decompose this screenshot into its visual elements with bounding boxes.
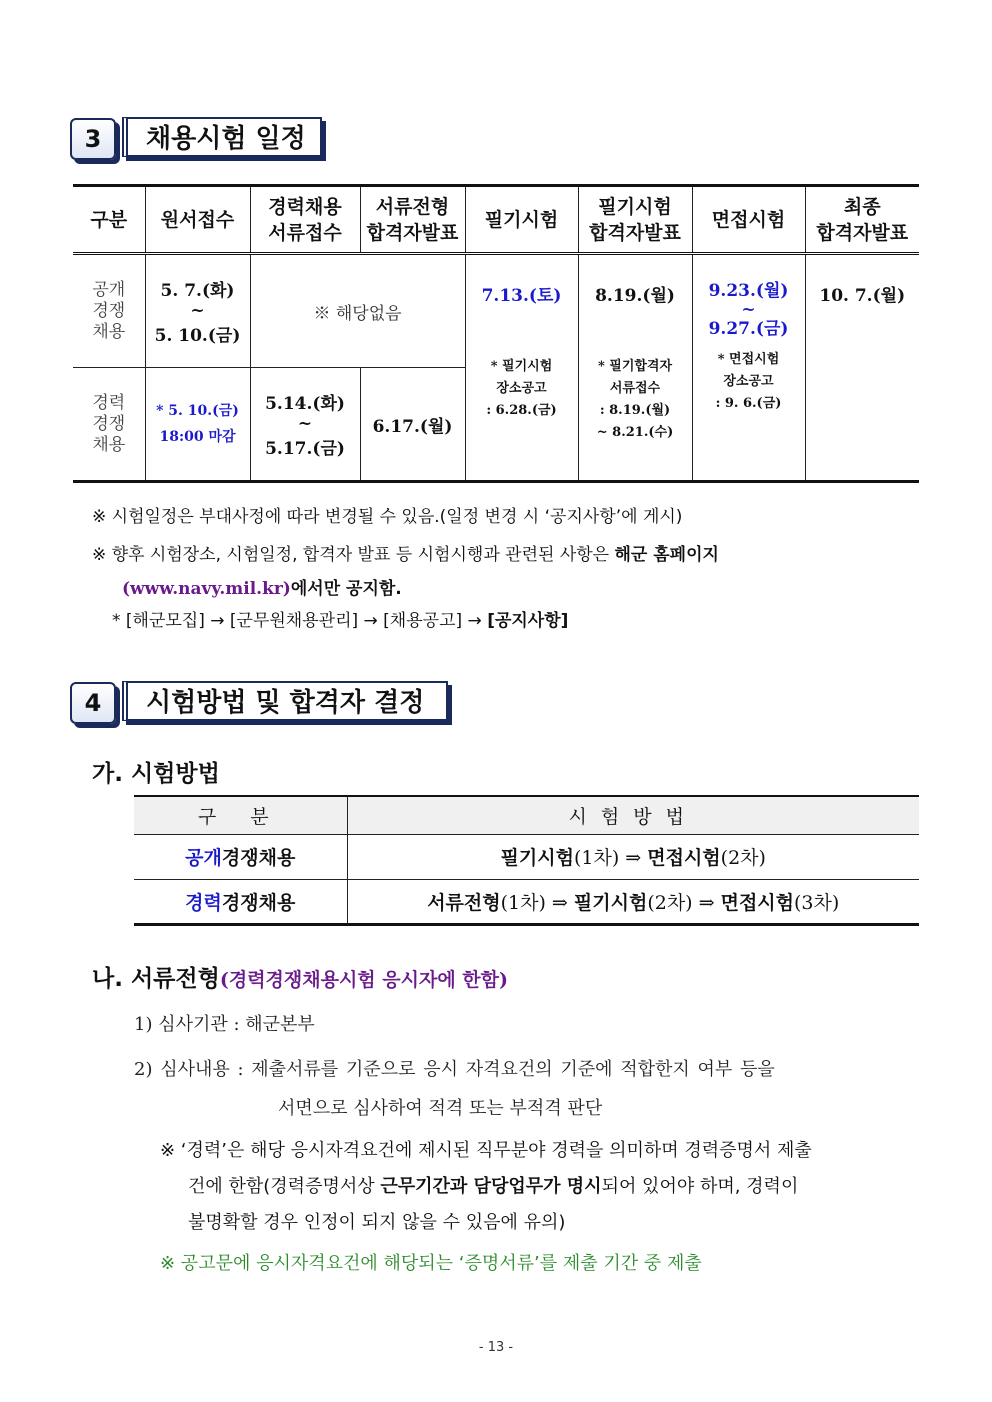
subheading-method: 가. 시험방법	[92, 761, 220, 787]
item-2: 2) 심사내용 : 제출서류를 기준으로 응시 자격요건의 기준에 적합한지 여부 등을	[134, 1059, 775, 1080]
tilde-text: ~	[190, 301, 205, 321]
header-written: 필기시험	[465, 186, 578, 254]
date-text: 5. 10.(금)	[154, 326, 241, 346]
note-bold-text: 해군 홈페이지	[614, 545, 719, 565]
header-interview: 면접시험	[692, 186, 805, 254]
item-2-cont: 서면으로 심사하여 적격 또는 부적격 판단	[278, 1098, 603, 1119]
header-method: 시험방법	[347, 796, 919, 834]
note-text: : 6.28.(금)	[486, 403, 557, 418]
step-text: 면접시험	[647, 847, 721, 869]
note-bold-text: 근무기간과 담당업무가 명시	[380, 1176, 602, 1197]
career-note-3: 불명확할 경우 인정이 되지 않을 수 있음에 유의)	[188, 1212, 566, 1233]
method-cell	[347, 834, 919, 879]
schedule-note-3	[112, 606, 568, 631]
table-row	[134, 879, 919, 924]
category-text: 경쟁채용	[221, 891, 296, 914]
schedule-note-2	[92, 540, 719, 565]
section-number: 3	[70, 118, 116, 160]
note-text: ※ 향후 시험장소, 시험일정, 합격자 발표 등 시험시행과 관련된 사항은	[92, 545, 615, 565]
category-highlight: 경력	[185, 891, 222, 914]
interview-cell	[692, 254, 805, 482]
green-note: ※ 공고문에 응시자격요건에 해당되는 ‘증명서류’를 제출 기간 중 제출	[160, 1253, 702, 1274]
career-docs-cell	[250, 368, 360, 482]
note-bold-text: [공지사항]	[487, 611, 569, 631]
step-order: (2차) ⇒	[647, 891, 721, 914]
step-text: 필기시험	[500, 847, 574, 869]
date-text: 5. 7.(화)	[160, 281, 235, 301]
schedule-note-2-cont	[122, 574, 402, 599]
date-text: 5.14.(화)	[265, 394, 345, 414]
step-order: (1차) ⇒	[573, 847, 648, 869]
note-bold-text: 에서만 공지함.	[290, 579, 402, 599]
category-public: 공개 경쟁 채용	[73, 254, 145, 368]
item-1: 1) 심사기관 : 해군본부	[134, 1014, 315, 1035]
public-application-cell	[145, 254, 250, 368]
schedule-note-1: ※ 시험일정은 부대사정에 따라 변경될 수 있음.(일정 변경 시 ‘공지사항’에 게시)	[92, 507, 683, 527]
page-number: - 13 -	[478, 1340, 514, 1355]
step-text: 필기시험	[573, 891, 648, 914]
career-note-2	[188, 1172, 798, 1198]
note-text: * 필기합격자	[597, 359, 673, 374]
note-text: 되어 있어야 하며, 경력이	[601, 1176, 799, 1197]
schedule-table	[73, 184, 919, 483]
section-number: 4	[70, 682, 116, 724]
header-category: 구 분	[134, 796, 347, 834]
header-application: 원서접수	[145, 186, 250, 254]
header-category: 구분	[73, 186, 145, 254]
category-cell	[134, 879, 347, 924]
subheading-document-screening	[92, 960, 508, 993]
step-order: (2차)	[720, 847, 766, 869]
section-title: 시험방법 및 합격자 결정	[122, 681, 448, 721]
note-text: 서류접수	[609, 381, 661, 396]
note-text: 18:00 마감	[159, 429, 236, 445]
date-text: 7.13.(토)	[481, 286, 562, 306]
tilde-text: ~	[297, 414, 313, 434]
date-text: 9.27.(금)	[708, 319, 789, 339]
table-header-row	[134, 796, 919, 834]
subheading-paren: (경력경쟁채용시험 응시자에 한함)	[219, 969, 509, 991]
table-row	[134, 834, 919, 879]
note-text: ~ 8.21.(수)	[596, 425, 674, 440]
table-row	[73, 254, 919, 368]
final-cell	[805, 254, 919, 482]
note-text: * 필기시험	[490, 359, 553, 374]
category-highlight: 공개	[185, 847, 222, 869]
website-link[interactable]: (www.navy.mil.kr)	[122, 579, 291, 599]
method-table	[134, 795, 919, 926]
category-cell	[134, 834, 347, 879]
category-text: 경쟁채용	[221, 847, 296, 869]
note-text: : 9. 6.(금)	[715, 396, 782, 411]
career-application-cell	[145, 368, 250, 482]
header-final: 최종 합격자발표	[805, 186, 919, 254]
note-text: * 면접시험	[717, 352, 780, 367]
subheading-text: 나. 서류전형	[92, 966, 220, 992]
step-order: (1차) ⇒	[500, 891, 574, 914]
section-title: 채용시험 일정	[122, 117, 322, 157]
note-text: 건에 한함(경력증명서상	[188, 1176, 381, 1197]
date-text: 10. 7.(월)	[819, 286, 906, 306]
step-order: (3차)	[794, 891, 840, 914]
date-text: 5.17.(금)	[265, 439, 345, 459]
note-text: 장소공고	[496, 381, 547, 396]
header-career-docs: 경력채용 서류접수	[250, 186, 360, 254]
written-exam-cell	[465, 254, 578, 482]
tilde-text: ~	[741, 300, 756, 320]
header-written-result: 필기시험 합격자발표	[578, 186, 692, 254]
career-note-1: ※ ‘경력’은 해당 응시자격요건에 제시된 직무분야 경력을 의미하며 경력증명서 제출	[160, 1140, 812, 1161]
not-applicable-cell: ※ 해당없음	[250, 254, 465, 368]
written-result-cell	[578, 254, 692, 482]
note-text: * 5. 10.(금)	[156, 403, 239, 419]
doc-result-cell: 6.17.(월)	[360, 368, 465, 482]
step-text: 서류전형	[427, 891, 501, 914]
header-doc-result: 서류전형 합격자발표	[360, 186, 465, 254]
note-text: * [해군모집] → [군무원채용관리] → [채용공고] →	[112, 611, 488, 631]
step-text: 면접시험	[720, 891, 795, 914]
category-career: 경력 경쟁 채용	[73, 368, 145, 482]
date-text: 9.23.(월)	[708, 281, 789, 301]
table-header-row	[73, 186, 919, 254]
method-cell	[347, 879, 919, 924]
date-text: 8.19.(월)	[595, 286, 675, 306]
note-text: 장소공고	[723, 374, 774, 389]
note-text: : 8.19.(월)	[599, 403, 671, 418]
